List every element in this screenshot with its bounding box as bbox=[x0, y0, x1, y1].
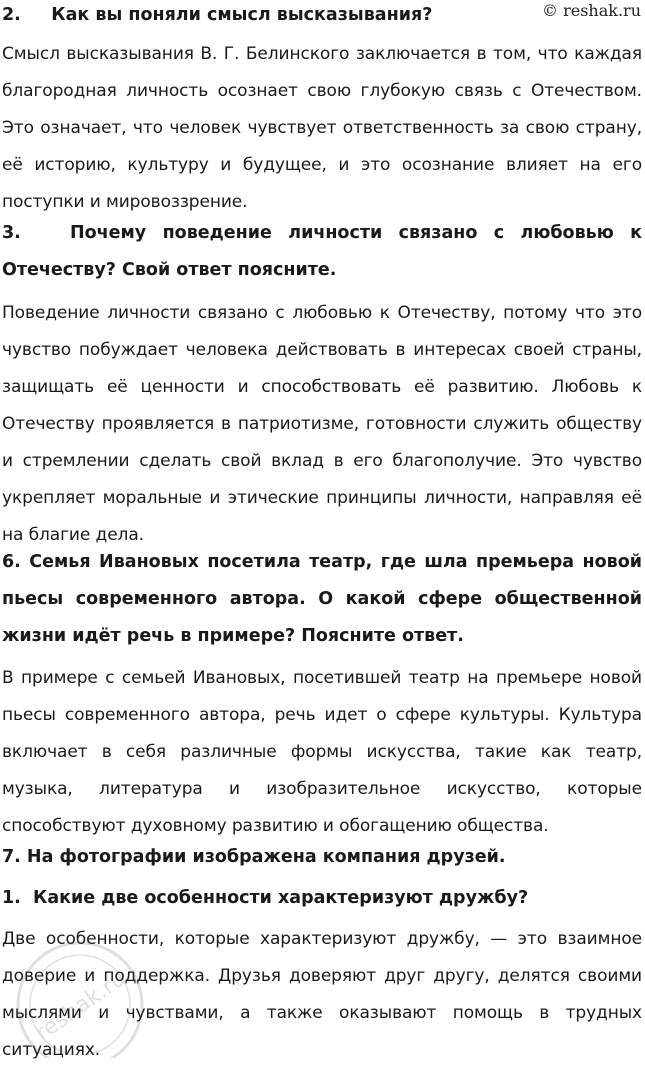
question-3: 3. Почему поведение личности связано с любовью к Отечеству? Свой ответ поясните. bbox=[2, 223, 642, 280]
section-2 bbox=[2, 0, 642, 221]
question-7-1: 1. Какие две особенности характеризуют дружбу? bbox=[2, 888, 529, 908]
answer-7-1: Две особенности, которые характеризуют дружбу, — это взаимное доверие и поддержка. Друзья доверяют друг другу, делятся своими мыслями и чувствами, а также оказывают помощь в трудных ситуациях. bbox=[2, 929, 642, 1060]
section-7-1 bbox=[2, 880, 642, 1069]
stamp-text: reshak.ru bbox=[31, 966, 131, 1047]
section-6 bbox=[2, 544, 642, 845]
section-3 bbox=[2, 215, 642, 554]
answer-3: Поведение личности связано с любовью к Отечеству, потому что это чувство побуждает человека действовать в интересах своей страны, защищать её ценности и способствовать её развитию. Любовь к Отечеству проявляется в патриотизме, готовности служить обществу и стремлении сделать свой вклад в его благополучие. Это чувство укрепляет моральные и этические принципы личности, направляя её на благие дела. bbox=[2, 303, 642, 545]
answer-2: Смысл высказывания В. Г. Белинского заключается в том, что каждая благородная личность осознает свою глубокую связь с Отечеством. Это означает, что человек чувствует ответственность за свою страну, её историю, культуру и будущее, и это осознание влияет на его поступки и мировоззрение. bbox=[2, 44, 642, 212]
question-2: 2. Как вы поняли смысл высказывания? bbox=[2, 5, 433, 25]
question-7: 7. На фотографии изображена компания друзей. bbox=[2, 847, 506, 867]
answer-6: В примере с семьей Ивановых, посетившей театр на премьере новой пьесы современного автора, речь идет о сфере культуры. Культура включает в себя различные формы искусства, такие как театр, музыка, литература и изобразительное искусство, которые способствуют духовному развитию и обогащению общества. bbox=[2, 668, 642, 836]
watermark-text: © reshak.ru bbox=[542, 1, 641, 20]
question-6: 6. Семья Ивановых посетила театр, где шла премьера новой пьесы современного автора. О какой сфере общественной жизни идёт речь в примере? Поясните ответ. bbox=[2, 552, 642, 646]
section-7 bbox=[2, 839, 642, 876]
